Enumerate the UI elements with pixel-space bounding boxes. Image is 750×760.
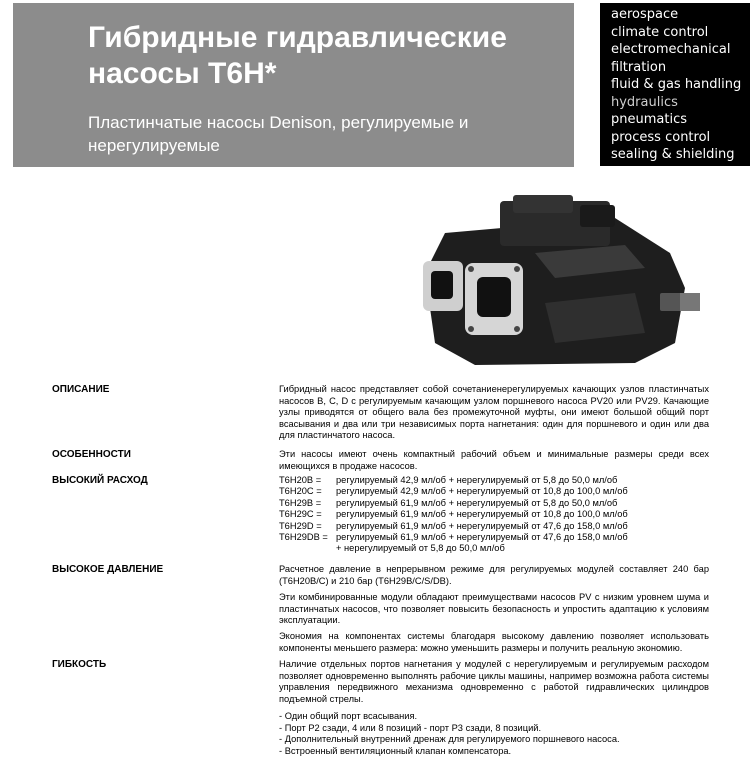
high-pressure-text-1: Расчетное давление в непрерывном режиме для регулируемых модулей составляет 240 бар (T6H20B/C) и 210 бар (T6H29B/C/S/DB).	[279, 564, 709, 586]
model-continuation: + нерегулируемый от 5,8 до 50,0 мл/об	[336, 543, 505, 554]
model-row	[279, 475, 709, 486]
model-description: регулируемый 42,9 мл/об + нерегулируемый от 5,8 до 50,0 мл/об	[336, 475, 618, 485]
model-list	[279, 475, 709, 555]
category-item: aerospace	[611, 7, 679, 22]
description-label: ОПИСАНИЕ	[52, 384, 110, 395]
category-item: hydraulics	[611, 94, 678, 110]
high-flow-label: ВЫСОКИЙ РАСХОД	[52, 475, 148, 486]
category-item: electromechanical	[611, 42, 731, 57]
bullet-item: - Порт P2 сзади, 4 или 8 позиций - порт P3 сзади, 8 позиций.	[279, 723, 719, 735]
category-item: process control	[611, 129, 711, 145]
model-row	[279, 532, 709, 543]
category-item: pneumatics	[611, 112, 687, 127]
model-description: регулируемый 61,9 мл/об + нерегулируемый от 47,6 до 158,0 мл/об	[336, 520, 628, 531]
model-description: регулируемый 61,9 мл/об + нерегулируемый от 5,8 до 50,0 мл/об	[336, 497, 618, 508]
model-code: T6H29D =	[279, 520, 322, 531]
model-row	[279, 509, 709, 520]
model-description: регулируемый 61,9 мл/об + нерегулируемый от 10,8 до 100,0 мл/об	[336, 509, 628, 520]
high-pressure-text-3: Экономия на компонентах системы благодаря высокому давлению позволяет использовать компоненты меньшего размера: можно уменьшить размеры и получить реальную экономию.	[279, 631, 709, 653]
features-text: Эти насосы имеют очень компактный рабочий объем и минимальные размеры среди всех имеющихся в продаже насосов.	[279, 449, 709, 471]
model-code: T6H20B =	[279, 475, 322, 485]
category-item: sealing & shielding	[611, 147, 735, 162]
page-subtitle: Пластинчатые насосы Denison, регулируемые и нерегулируемые	[88, 113, 469, 155]
description-text: Гибридный насос представляет собой сочетаниенерегулируемых качающих узлов пластинчатых насосов B, C, D с регулируемым качающим узлом поршневого насоса PV20 или PV29. Качающие узлы приводятся от общего вала без промежуточной муфты, они имеют большой общий порт всасывания и два или три независимых порта нагнетания: один для поршневого и один или два для пластинчатого насоса.	[279, 384, 709, 441]
bullet-item: - Дополнительный внутренний дренаж для регулируемого поршневого насоса.	[279, 734, 719, 746]
high-pressure-text-2: Эти комбинированные модули обладают преимуществами насосов PV с низким уровнем шума и пластинчатых насосов, что позволяет повысить безопасность и упростить адаптацию к условиям эксплуатации.	[279, 592, 709, 626]
model-code: T6H29C =	[279, 509, 322, 520]
feature-bullet-list	[279, 711, 719, 757]
pump-illustration	[405, 193, 715, 373]
model-code: T6H29DB =	[279, 532, 328, 543]
model-row	[279, 521, 709, 532]
model-description: регулируемый 61,9 мл/об + нерегулируемый от 47,6 до 158,0 мл/об	[336, 532, 628, 543]
bullet-item: - Встроенный вентиляционный клапан компенсатора.	[279, 746, 719, 758]
high-pressure-label: ВЫСОКОЕ ДАВЛЕНИЕ	[52, 564, 164, 575]
flexibility-text: Наличие отдельных портов нагнетания у модулей с нерегулируемым и регулируемым расходом позволяет одновременно выполнять рабочие циклы машины, например возможна работа системы управления передвижного механизма одновременно с работой гидравлических цилиндров подъемной стрелы.	[279, 659, 709, 704]
bullet-item: - Один общий порт всасывания.	[279, 711, 719, 723]
category-item: fluid & gas handling	[611, 77, 742, 92]
category-item: climate control	[611, 24, 709, 40]
page-title: Гибридные гидравлические насосы T6H*	[88, 21, 507, 90]
model-code: T6H29B =	[279, 497, 322, 508]
model-row	[279, 498, 709, 509]
features-label: ОСОБЕННОСТИ	[52, 449, 131, 460]
model-description: регулируемый 42,9 мл/об + нерегулируемый от 10,8 до 100,0 мл/об	[336, 486, 628, 497]
category-item: filtration	[611, 59, 667, 75]
category-list	[600, 3, 750, 164]
category-list-panel	[600, 3, 750, 166]
model-code: T6H20C =	[279, 486, 322, 497]
header-banner	[13, 3, 574, 167]
flexibility-label: ГИБКОСТЬ	[52, 659, 107, 670]
model-row	[279, 486, 709, 497]
